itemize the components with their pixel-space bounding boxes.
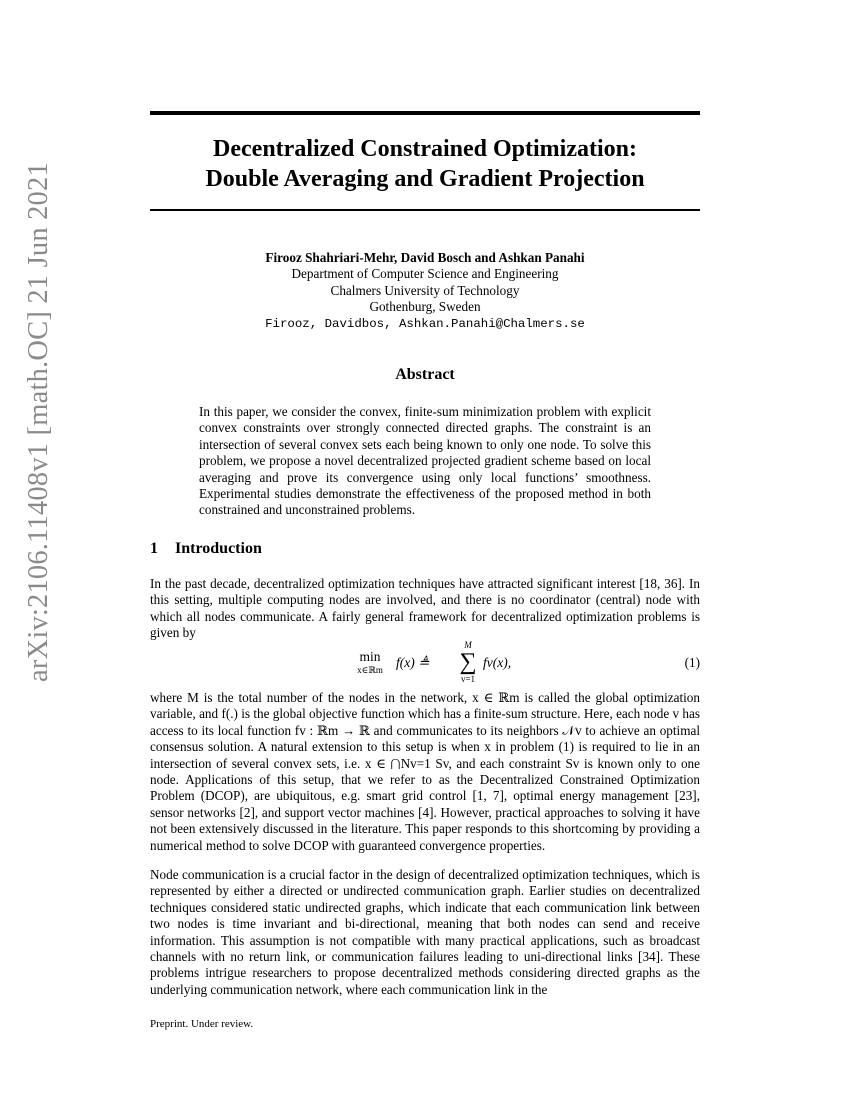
equation-rhs: fv(x), <box>483 655 512 670</box>
intro-paragraph-3: Node communication is a crucial factor in the design of decentralized optimization techniques, which is represented by either a directed or undirected communication graph. Earlier studies on decentralized techniques considered static undirected graphs, which indicate that each communication link between two nodes is time invariant and bi-directional, meaning that both nodes can send and receive information. This assumption is not compatible with many practical applications, such as broadcast channels with no return link, or communication failures leading to uni-directional links [34]. These problems intrigue researchers to propose decentralized methods considering directed graphs as the underlying communication network, where each communication link in the <box>150 867 700 997</box>
author-block <box>150 250 700 332</box>
sum-upper-limit: M <box>464 640 472 650</box>
footer-note: Preprint. Under review. <box>150 1018 254 1030</box>
abstract-body: In this paper, we consider the convex, finite-sum minimization problem with explicit convex constraints over strongly connected directed graphs. The constraint is an intersection of several convex sets each being known to only one node. To solve this problem, we propose a novel decentralized projected gradient scheme based on local averaging and prove its convergence using only local functions’ smoothness. Experimental studies demonstrate the effectiveness of the proposed method in both constrained and unconstrained problems. <box>199 404 651 518</box>
author-emails: Firooz, Davidbos, Ashkan.Panahi@Chalmers.se <box>265 316 585 331</box>
section-heading <box>150 540 262 558</box>
author-names: Firooz Shahriari-Mehr, David Bosch and Ashkan Panahi <box>265 250 585 265</box>
author-location: Gothenburg, Sweden <box>369 299 481 315</box>
title-top-rule <box>150 111 700 115</box>
intro-paragraph-2: where M is the total number of the nodes in the network, x ∈ ℝm is called the global optimization variable, and f(.) is the global objective function which has a finite-sum structure. Here, each node v has access to its local function fv : ℝm → ℝ and communicates to its neighbors 𝒩v to achieve an optimal consensus solution. A natural extension to this setup is when x in problem (1) is required to lie in an intersection of several convex sets, i.e. x ∈ ⋂Nv=1 Sv, and each constraint Sv is known only to one node. Applications of this setup, that we refer to as the Decentralized Constrained Optimization Problem (DCOP), are ubiquitous, e.g. smart grid control [1, 7], optimal energy management [23], sensor networks [2], and support vector machines [4]. However, practical approaches to solving it have not been extensively discussed in the literature. This paper responds to this shortcoming by providing a numerical method to solve DCOP with guaranteed convergence properties. <box>150 690 700 853</box>
equation-min-subscript: x∈ℝm <box>357 665 383 675</box>
section-number: 1 <box>150 540 158 557</box>
equation-min <box>350 650 390 675</box>
title-bottom-rule <box>150 209 700 211</box>
intro-paragraph-1: In the past decade, decentralized optimization techniques have attracted significant interest [18, 36]. In this setting, multiple computing nodes are involved, and there is no coordinator (central) node with which all nodes communicate. A fairly general framework for decentralized optimization problems is given by <box>150 576 700 641</box>
equation-min-label: min <box>359 649 381 664</box>
equation-lhs: f(x) ≜ <box>396 655 430 670</box>
section-title: Introduction <box>175 540 262 557</box>
sum-symbol: ∑ <box>459 649 477 675</box>
title-line-2: Double Averaging and Gradient Projection <box>205 166 645 192</box>
title-line-1: Decentralized Constrained Optimization: <box>213 136 637 162</box>
arxiv-identifier: arXiv:2106.11408v1 [math.OC] 21 Jun 2021 <box>23 162 54 682</box>
abstract-heading: Abstract <box>395 366 455 383</box>
equation-sum <box>456 640 480 684</box>
author-university: Chalmers University of Technology <box>330 282 520 298</box>
sum-lower-limit: v=1 <box>460 674 476 684</box>
paper-title <box>150 134 700 194</box>
equation-number: (1) <box>684 655 700 670</box>
author-department: Department of Computer Science and Engineering <box>291 266 559 282</box>
equation-1 <box>150 640 700 688</box>
